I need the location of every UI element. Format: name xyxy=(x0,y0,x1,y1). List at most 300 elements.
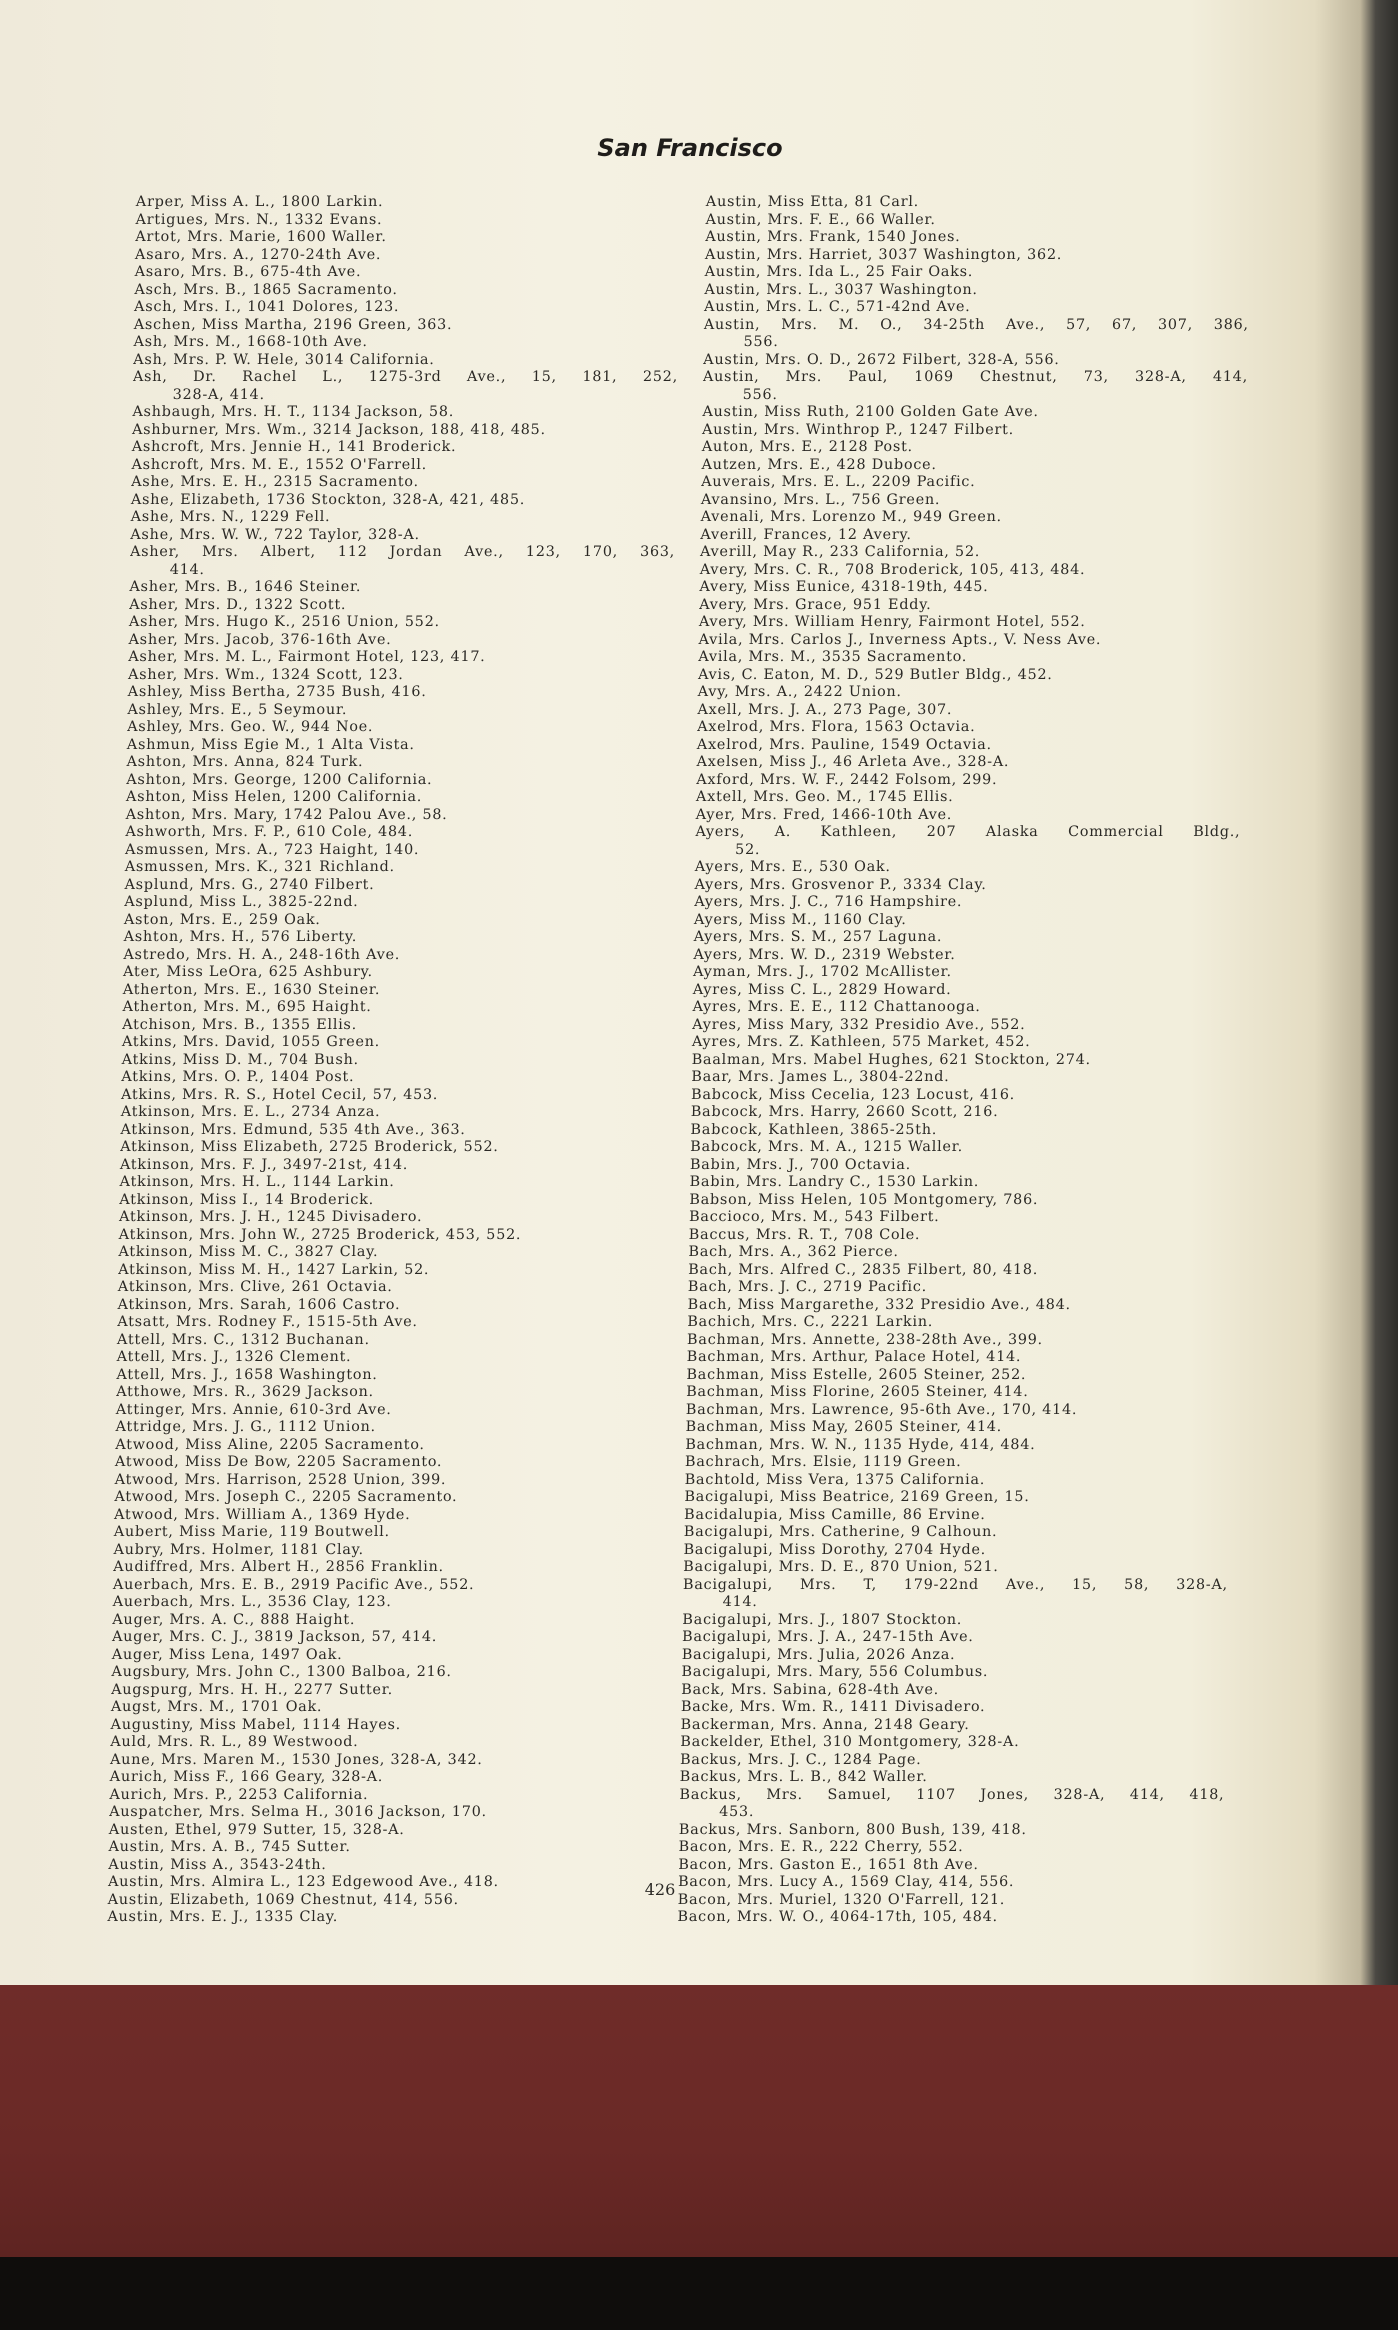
entry-text: Atkinson, Mrs. Clive, 261 Octavia. xyxy=(117,1279,393,1295)
directory-entry xyxy=(127,737,672,755)
directory-entry xyxy=(681,1682,1226,1700)
directory-entry xyxy=(109,1822,654,1840)
directory-entry xyxy=(702,422,1247,440)
entry-text: Atkinson, Miss M. H., 1427 Larkin, 52. xyxy=(118,1261,430,1278)
entry-text: Ayers, A. Kathleen, 207 Alaska Commercial Bldg., xyxy=(695,824,1241,840)
entry-text: Avila, Mrs. M., 3535 Sacramento. xyxy=(698,649,968,665)
entry-text: Aschen, Miss Martha, 2196 Green, 363. xyxy=(133,316,453,333)
entry-text: Bacigalupi, Mrs. Mary, 556 Columbus. xyxy=(681,1664,989,1680)
directory-entry xyxy=(697,737,1242,755)
entry-text: Bach, Mrs. A., 362 Pierce. xyxy=(688,1244,899,1260)
directory-entry xyxy=(678,1839,1223,1857)
directory-entry xyxy=(126,807,671,825)
entry-text: Bacon, Mrs. Gaston E., 1651 8th Ave. xyxy=(678,1856,979,1873)
directory-entry xyxy=(124,877,669,895)
directory-entry xyxy=(678,1857,1223,1875)
directory-entry xyxy=(689,1174,1234,1192)
directory-entry xyxy=(110,1769,655,1787)
entry-text: Bach, Mrs. J. C., 2719 Pacific. xyxy=(687,1279,928,1295)
directory-entry xyxy=(115,1419,660,1437)
entry-text: Avery, Miss Eunice, 4318-19th, 445. xyxy=(699,579,989,595)
entry-text: Atkinson, Mrs. H. L., 1144 Larkin. xyxy=(119,1174,395,1190)
entry-text: Ashe, Mrs. E. H., 2315 Sacramento. xyxy=(131,474,419,490)
entry-text: Avenali, Mrs. Lorenzo M., 949 Green. xyxy=(700,509,1003,525)
entry-text: Arper, Miss A. L., 1800 Larkin. xyxy=(135,194,384,210)
directory-entry xyxy=(694,877,1239,895)
directory-entry xyxy=(131,457,676,475)
entry-text: Ayres, Miss Mary, 332 Presidio Ave., 552. xyxy=(692,1016,1026,1033)
entry-text: Axford, Mrs. W. F., 2442 Folsom, 299. xyxy=(696,771,998,788)
entry-text: Atsatt, Mrs. Rodney F., 1515-5th Ave. xyxy=(117,1314,418,1330)
entry-continuation: 453. xyxy=(719,1804,755,1820)
entry-text: Austin, Mrs. Almira L., 123 Edgewood Ave., 418. xyxy=(107,1874,500,1890)
entry-text: Atkinson, Mrs. John W., 2725 Broderick, 453, 552. xyxy=(118,1226,522,1243)
directory-entry xyxy=(117,1332,662,1350)
entry-text: Atwood, Miss De Bow, 2205 Sacramento. xyxy=(114,1454,443,1470)
directory-entry xyxy=(682,1577,1228,1612)
entry-text: Axelrod, Mrs. Flora, 1563 Octavia. xyxy=(697,719,976,735)
directory-entry xyxy=(685,1419,1230,1437)
entry-text: Bacidalupia, Miss Camille, 86 Ervine. xyxy=(683,1506,986,1523)
entry-continuation: 556. xyxy=(742,386,778,403)
directory-entry xyxy=(695,824,1241,859)
directory-entry xyxy=(134,299,679,317)
entry-text: Atherton, Mrs. E., 1630 Steiner. xyxy=(122,981,381,998)
entry-text: Austin, Mrs. Ida L., 25 Fair Oaks. xyxy=(704,264,974,280)
directory-entry xyxy=(678,1892,1223,1910)
entry-text: Asmussen, Mrs. K., 321 Richland. xyxy=(124,859,396,875)
entry-text: Augspurg, Mrs. H. H., 2277 Sutter. xyxy=(111,1681,394,1698)
entry-text: Autzen, Mrs. E., 428 Duboce. xyxy=(701,456,937,473)
directory-entry xyxy=(705,212,1250,230)
entry-text: Bacigalupi, Mrs. D. E., 870 Union, 521. xyxy=(683,1559,999,1575)
directory-entry xyxy=(704,299,1249,317)
entry-text: Ater, Miss LeOra, 625 Ashbury. xyxy=(122,964,374,980)
entry-text: Bacigalupi, Mrs. Catherine, 9 Calhoun. xyxy=(683,1524,998,1540)
entry-text: Aurich, Miss F., 166 Geary, 328-A. xyxy=(109,1769,384,1785)
entry-text: Austin, Miss Etta, 81 Carl. xyxy=(705,194,920,210)
entry-text: Bachich, Mrs. C., 2221 Larkin. xyxy=(687,1314,934,1330)
directory-entry xyxy=(693,947,1238,965)
directory-entry xyxy=(135,264,680,282)
directory-entry xyxy=(701,457,1246,475)
directory-entry xyxy=(132,422,677,440)
entry-text: Baalman, Mrs. Mabel Hughes, 621 Stockton, 274. xyxy=(691,1051,1092,1068)
directory-entry xyxy=(113,1542,658,1560)
entry-continuation: 52. xyxy=(734,841,761,858)
entry-text: Atkins, Mrs. O. P., 1404 Post. xyxy=(121,1069,355,1085)
directory-entry xyxy=(682,1629,1227,1647)
entry-text: Baccioco, Mrs. M., 543 Filbert. xyxy=(688,1209,940,1225)
entry-text: Auverais, Mrs. E. L., 2209 Pacific. xyxy=(701,474,976,490)
directory-entry xyxy=(678,1874,1223,1892)
entry-text: Auton, Mrs. E., 2128 Post. xyxy=(701,439,914,455)
directory-entry xyxy=(133,369,679,404)
entry-text: Asher, Mrs. Wm., 1324 Scott, 123. xyxy=(127,666,404,683)
entry-text: Atkins, Mrs. R. S., Hotel Cecil, 57, 453. xyxy=(120,1086,439,1103)
entry-text: Atkinson, Miss Elizabeth, 2725 Broderick, 552. xyxy=(120,1139,499,1155)
directory-entry xyxy=(683,1542,1228,1560)
entry-text: Ayres, Miss C. L., 2829 Howard. xyxy=(692,981,952,998)
entry-text: Bacigalupi, Miss Dorothy, 2704 Hyde. xyxy=(683,1541,987,1558)
entry-text: Ayers, Mrs. Grosvenor P., 3334 Clay. xyxy=(694,876,987,893)
directory-entry xyxy=(130,544,676,579)
entry-text: Augsbury, Mrs. John C., 1300 Balboa, 216. xyxy=(111,1664,452,1680)
entry-text: Asher, Mrs. B., 1646 Steiner. xyxy=(129,579,362,595)
directory-entry xyxy=(135,212,680,230)
entry-text: Austin, Mrs. O. D., 2672 Filbert, 328-A, 556. xyxy=(703,351,1060,368)
directory-entry xyxy=(687,1297,1232,1315)
directory-entry xyxy=(118,1244,663,1262)
entry-text: Ayers, Mrs. E., 530 Oak. xyxy=(694,859,891,875)
entry-text: Asch, Mrs. I., 1041 Dolores, 123. xyxy=(133,299,400,315)
entry-text: Ashe, Elizabeth, 1736 Stockton, 328-A, 421, 485. xyxy=(130,491,526,508)
directory-entry xyxy=(108,1874,653,1892)
directory-entry xyxy=(686,1384,1231,1402)
entry-continuation: 414. xyxy=(722,1594,758,1610)
directory-entry xyxy=(116,1367,661,1385)
entry-text: Bacigalupi, Miss Beatrice, 2169 Green, 15. xyxy=(684,1489,1030,1505)
directory-entry xyxy=(685,1437,1230,1455)
directory-entry xyxy=(112,1629,657,1647)
directory-entry xyxy=(132,404,677,422)
entry-text: Asmussen, Mrs. A., 723 Haight, 140. xyxy=(124,841,420,858)
directory-entry xyxy=(702,439,1247,457)
entry-text: Austin, Mrs. L. C., 571-42nd Ave. xyxy=(703,299,971,315)
entry-text: Asaro, Mrs. B., 675-4th Ave. xyxy=(134,264,362,280)
directory-entry xyxy=(114,1524,659,1542)
entry-text: Ashmun, Miss Egie M., 1 Alta Vista. xyxy=(126,736,415,753)
directory-entry xyxy=(122,1034,667,1052)
directory-entry xyxy=(690,1139,1235,1157)
directory-entry xyxy=(127,702,672,720)
directory-entry xyxy=(121,1069,666,1087)
entry-text: Asher, Mrs. Hugo K., 2516 Union, 552. xyxy=(128,614,441,630)
entry-text: Atkinson, Miss I., 14 Broderick. xyxy=(119,1191,375,1208)
entry-text: Ashton, Mrs. George, 1200 California. xyxy=(126,771,433,788)
entry-text: Augustiny, Miss Mabel, 1114 Hayes. xyxy=(110,1716,402,1733)
directory-entry xyxy=(704,282,1249,300)
entry-text: Ashe, Mrs. N., 1229 Fell. xyxy=(130,509,331,525)
directory-entry xyxy=(697,719,1242,737)
entry-text: Austin, Mrs. A. B., 745 Sutter. xyxy=(108,1839,351,1855)
entry-text: Bacigalupi, Mrs. J., 1807 Stockton. xyxy=(682,1611,963,1628)
entry-text: Artigues, Mrs. N., 1332 Evans. xyxy=(135,211,383,228)
directory-entry xyxy=(128,649,673,667)
entry-text: Bachman, Mrs. Annette, 238-28th Ave., 399. xyxy=(686,1331,1044,1348)
entry-text: Austin, Mrs. M. O., 34-25th Ave., 57, 67, 307, 386, xyxy=(703,316,1249,333)
entry-text: Ayman, Mrs. J., 1702 McAllister. xyxy=(692,964,953,980)
entry-text: Baccus, Mrs. R. T., 708 Cole. xyxy=(688,1226,921,1243)
entry-text: Bacon, Mrs. Lucy A., 1569 Clay, 414, 556. xyxy=(677,1874,1015,1890)
directory-entry xyxy=(703,352,1248,370)
entry-text: Atkinson, Mrs. Sarah, 1606 Castro. xyxy=(117,1296,401,1313)
entry-text: Ash, Dr. Rachel L., 1275-3rd Ave., 15, 181, 252, xyxy=(132,369,679,385)
entry-text: Asplund, Mrs. G., 2740 Filbert. xyxy=(124,876,375,893)
directory-entry xyxy=(689,1192,1234,1210)
directory-entry xyxy=(694,929,1239,947)
entry-text: Atkinson, Mrs. J. H., 1245 Divisadero. xyxy=(118,1209,423,1225)
directory-entry xyxy=(686,1402,1231,1420)
directory-entry xyxy=(679,1787,1225,1822)
entry-text: Atkinson, Mrs. E. L., 2734 Anza. xyxy=(120,1104,381,1120)
entry-text: Asch, Mrs. B., 1865 Sacramento. xyxy=(134,281,398,298)
directory-entry xyxy=(124,894,669,912)
entry-text: Ayers, Mrs. S. M., 257 Laguna. xyxy=(693,929,943,945)
entry-text: Bachman, Miss May, 2605 Steiner, 414. xyxy=(685,1419,1003,1435)
directory-entry xyxy=(116,1384,661,1402)
directory-entry xyxy=(690,1122,1235,1140)
directory-entry xyxy=(680,1769,1225,1787)
entry-text: Backerman, Mrs. Anna, 2148 Geary. xyxy=(680,1716,970,1733)
entry-text: Ashton, Mrs. H., 576 Liberty. xyxy=(123,929,358,945)
directory-entry xyxy=(700,544,1245,562)
entry-text: Asher, Mrs. D., 1322 Scott. xyxy=(129,596,347,613)
entry-text: Averill, Frances, 12 Avery. xyxy=(700,526,912,543)
entry-text: Bachman, Mrs. W. N., 1135 Hyde, 414, 484. xyxy=(685,1436,1036,1453)
directory-entry xyxy=(701,492,1246,510)
entry-text: Auld, Mrs. R. L., 89 Westwood. xyxy=(110,1734,359,1750)
directory-entry xyxy=(119,1209,664,1227)
directory-entry xyxy=(108,1857,653,1875)
directory-entry xyxy=(125,859,670,877)
entry-text: Backus, Mrs. J. C., 1284 Page. xyxy=(679,1751,922,1768)
directory-entry xyxy=(108,1839,653,1857)
entry-text: Asaro, Mrs. A., 1270-24th Ave. xyxy=(134,246,382,263)
directory-entry xyxy=(130,527,675,545)
directory-entry xyxy=(683,1559,1228,1577)
entry-text: Austin, Miss A., 3543-24th. xyxy=(108,1856,327,1873)
page-title: San Francisco xyxy=(597,134,783,162)
entry-text: Audiffred, Mrs. Albert H., 2856 Franklin. xyxy=(113,1559,445,1575)
directory-entry xyxy=(120,1157,665,1175)
entry-text: Aston, Mrs. E., 259 Oak. xyxy=(123,911,321,928)
directory-entry xyxy=(695,859,1240,877)
directory-entry xyxy=(114,1489,659,1507)
directory-entry xyxy=(110,1734,655,1752)
directory-entry xyxy=(130,509,675,527)
directory-entry xyxy=(688,1279,1233,1297)
directory-entry xyxy=(700,527,1245,545)
directory-entry xyxy=(126,772,671,790)
directory-entry xyxy=(692,999,1237,1017)
entry-text: Auspatcher, Mrs. Selma H., 3016 Jackson, 170. xyxy=(109,1804,488,1820)
directory-entry xyxy=(689,1209,1234,1227)
entry-text: Babcock, Mrs. M. A., 1215 Waller. xyxy=(690,1139,964,1155)
entry-text: Backus, Mrs. L. B., 842 Waller. xyxy=(679,1769,928,1785)
directory-entry xyxy=(134,317,679,335)
directory-entry xyxy=(135,229,680,247)
entry-text: Austin, Mrs. E. J., 1335 Clay. xyxy=(107,1909,339,1925)
directory-entry xyxy=(108,1892,653,1910)
entry-text: Ashley, Miss Bertha, 2735 Bush, 416. xyxy=(127,684,427,700)
background-shadow xyxy=(0,2257,1398,2330)
directory-entry xyxy=(696,789,1241,807)
directory-entry xyxy=(687,1332,1232,1350)
entry-text: Bacon, Mrs. W. O., 4064-17th, 105, 484. xyxy=(677,1909,999,1925)
entry-text: Atwood, Mrs. William A., 1369 Hyde. xyxy=(113,1506,411,1523)
entry-text: Babson, Miss Helen, 105 Montgomery, 786. xyxy=(689,1191,1039,1208)
directory-entry xyxy=(116,1402,661,1420)
entry-text: Asplund, Miss L., 3825-22nd. xyxy=(124,894,359,910)
directory-entry xyxy=(117,1314,662,1332)
entry-text: Austen, Ethel, 979 Sutter, 15, 328-A. xyxy=(108,1821,405,1838)
entry-text: Bacigalupi, Mrs. J. A., 247-15th Ave. xyxy=(681,1629,974,1645)
entry-text: Bachman, Miss Florine, 2605 Steiner, 414. xyxy=(686,1384,1029,1400)
directory-entry xyxy=(136,194,681,212)
entry-text: Attell, Mrs. J., 1658 Washington. xyxy=(116,1366,378,1383)
directory-entry xyxy=(124,912,669,930)
entry-text: Avansino, Mrs. L., 756 Green. xyxy=(700,491,941,508)
entry-text: Aune, Mrs. Maren M., 1530 Jones, 328-A, 342. xyxy=(109,1751,483,1768)
directory-entry xyxy=(121,1052,666,1070)
entry-text: Augst, Mrs. M., 1701 Oak. xyxy=(110,1699,323,1715)
entry-text: Baar, Mrs. James L., 3804-22nd. xyxy=(691,1069,950,1085)
entry-text: Austin, Mrs. Paul, 1069 Chestnut, 73, 328-A, 414, xyxy=(702,369,1249,385)
directory-entry xyxy=(114,1507,659,1525)
directory-entry xyxy=(115,1437,660,1455)
directory-entry xyxy=(110,1752,655,1770)
directory-entry xyxy=(112,1647,657,1665)
entry-text: Ayres, Mrs. E. E., 112 Chattanooga. xyxy=(692,999,981,1015)
entry-text: Ashburner, Mrs. Wm., 3214 Jackson, 188, 418, 485. xyxy=(131,421,546,438)
entry-text: Babin, Mrs. Landry C., 1530 Larkin. xyxy=(689,1174,980,1190)
directory-entry xyxy=(684,1489,1229,1507)
directory-entry xyxy=(123,964,668,982)
entry-text: Attell, Mrs. C., 1312 Buchanan. xyxy=(116,1331,370,1348)
directory-entry xyxy=(688,1244,1233,1262)
directory-entry xyxy=(687,1314,1232,1332)
directory-entry xyxy=(691,1087,1236,1105)
directory-entry xyxy=(126,789,671,807)
directory-entry xyxy=(692,1034,1237,1052)
entry-text: Bachman, Mrs. Lawrence, 95-6th Ave., 170, 414. xyxy=(685,1401,1078,1418)
directory-entry xyxy=(698,667,1243,685)
directory-entry xyxy=(682,1647,1227,1665)
directory-entry xyxy=(119,1192,664,1210)
directory-entry xyxy=(686,1367,1231,1385)
entry-text: Babcock, Miss Cecelia, 123 Locust, 416. xyxy=(690,1086,1016,1103)
directory-entry xyxy=(692,1017,1237,1035)
directory-entry xyxy=(127,719,672,737)
entry-text: Ashcroft, Mrs. Jennie H., 141 Broderick. xyxy=(131,439,457,455)
entry-continuation: 414. xyxy=(169,561,205,578)
entry-text: Aubry, Mrs. Holmer, 1181 Clay. xyxy=(113,1541,365,1558)
entry-text: Asher, Mrs. Albert, 112 Jordan Ave., 123, 170, 363, xyxy=(129,544,676,560)
entry-text: Ashley, Mrs. E., 5 Seymour. xyxy=(127,701,348,718)
book-cover-edge xyxy=(0,1985,1398,2257)
directory-entry xyxy=(117,1349,662,1367)
directory-entry xyxy=(691,1069,1236,1087)
directory-entry xyxy=(132,439,677,457)
entry-text: Austin, Mrs. F. E., 66 Waller. xyxy=(705,211,936,228)
directory-entry xyxy=(691,1104,1236,1122)
directory-entry xyxy=(113,1577,658,1595)
directory-entry xyxy=(115,1454,660,1472)
entry-text: Asher, Mrs. Jacob, 376-16th Ave. xyxy=(128,631,392,648)
entry-text: Babcock, Kathleen, 3865-25th. xyxy=(690,1121,938,1138)
directory-entry xyxy=(699,597,1244,615)
directory-entry xyxy=(109,1804,654,1822)
directory-entry xyxy=(677,1909,1222,1927)
entry-text: Bachrach, Mrs. Elsie, 1119 Green. xyxy=(684,1454,962,1470)
entry-text: Atkinson, Mrs. Edmund, 535 4th Ave., 363. xyxy=(120,1121,466,1138)
directory-entry xyxy=(110,1717,655,1735)
entry-text: Bachman, Miss Estelle, 2605 Steiner, 252. xyxy=(686,1366,1027,1383)
entry-text: Bacigalupi, Mrs. T, 179-22nd Ave., 15, 58, 328-A, xyxy=(682,1576,1229,1593)
entry-text: Ayers, Mrs. W. D., 2319 Webster. xyxy=(693,946,956,963)
directory-entry xyxy=(119,1174,664,1192)
entry-text: Atkinson, Mrs. F. J., 3497-21st, 414. xyxy=(119,1156,409,1173)
entry-text: Avila, Mrs. Carlos J., Inverness Apts., V. Ness Ave. xyxy=(698,631,1102,648)
entry-text: Auerbach, Mrs. E. B., 2919 Pacific Ave., 552. xyxy=(112,1576,475,1593)
directory-entry xyxy=(111,1699,656,1717)
directory-entry xyxy=(131,474,676,492)
entry-text: Asher, Mrs. M. L., Fairmont Hotel, 123, 417. xyxy=(128,649,486,665)
entry-text: Bacon, Mrs. Muriel, 1320 O'Farrell, 121. xyxy=(677,1891,1006,1908)
directory-entry xyxy=(124,929,669,947)
directory-entry xyxy=(120,1139,665,1157)
entry-text: Austin, Mrs. L., 3037 Washington. xyxy=(704,281,978,298)
directory-entry xyxy=(685,1454,1230,1472)
directory-entry xyxy=(689,1227,1234,1245)
entry-text: Bach, Mrs. Alfred C., 2835 Filbert, 80, 418. xyxy=(688,1261,1039,1278)
entry-text: Avis, C. Eaton, M. D., 529 Butler Bldg., 452. xyxy=(697,666,1053,683)
entry-text: Back, Mrs. Sabina, 628-4th Ave. xyxy=(681,1681,940,1698)
directory-entry xyxy=(706,194,1251,212)
directory-entry xyxy=(120,1122,665,1140)
directory-entry xyxy=(684,1507,1229,1525)
directory-entry xyxy=(680,1752,1225,1770)
directory-entry xyxy=(122,999,667,1017)
directory-entry xyxy=(681,1664,1226,1682)
entry-text: Austin, Mrs. Frank, 1540 Jones. xyxy=(705,229,961,245)
directory-entry xyxy=(112,1612,657,1630)
directory-entry xyxy=(696,754,1241,772)
directory-entry xyxy=(690,1157,1235,1175)
entry-text: Atchison, Mrs. B., 1355 Ellis. xyxy=(122,1016,358,1033)
entry-text: Axelrod, Mrs. Pauline, 1549 Octavia. xyxy=(696,736,993,753)
left-column xyxy=(107,194,681,1927)
entry-text: Atkins, Mrs. David, 1055 Green. xyxy=(121,1034,381,1050)
directory-entry xyxy=(128,684,673,702)
directory-entry xyxy=(680,1717,1225,1735)
directory-entry xyxy=(135,247,680,265)
entry-text: Avery, Mrs. William Henry, Fairmont Hotel, 552. xyxy=(698,614,1086,630)
directory-entry xyxy=(112,1594,657,1612)
directory-entry xyxy=(685,1472,1230,1490)
entry-text: Aubert, Miss Marie, 119 Boutwell. xyxy=(113,1524,390,1540)
entry-text: Backus, Mrs. Samuel, 1107 Jones, 328-A, 414, 418, xyxy=(679,1786,1225,1803)
entry-text: Auger, Mrs. A. C., 888 Haight. xyxy=(112,1611,356,1628)
directory-entry xyxy=(680,1734,1225,1752)
entry-text: Auger, Miss Lena, 1497 Oak. xyxy=(111,1646,343,1663)
directory-entry xyxy=(121,1104,666,1122)
directory-entry xyxy=(128,667,673,685)
directory-entry xyxy=(693,982,1238,1000)
directory-entry xyxy=(128,632,673,650)
directory-entry xyxy=(119,1227,664,1245)
directory-entry xyxy=(699,579,1244,597)
directory-entry xyxy=(705,264,1250,282)
entry-continuation: 556. xyxy=(743,334,779,350)
page-number: 426 xyxy=(644,1880,676,1899)
directory-entry xyxy=(133,352,678,370)
entry-text: Aurich, Mrs. P., 2253 California. xyxy=(109,1786,369,1803)
entry-text: Backelder, Ethel, 310 Montgomery, 328-A. xyxy=(680,1734,1020,1750)
entry-text: Auerbach, Mrs. L., 3536 Clay, 123. xyxy=(112,1594,392,1610)
entry-text: Ashe, Mrs. W. W., 722 Taylor, 328-A. xyxy=(130,526,421,543)
